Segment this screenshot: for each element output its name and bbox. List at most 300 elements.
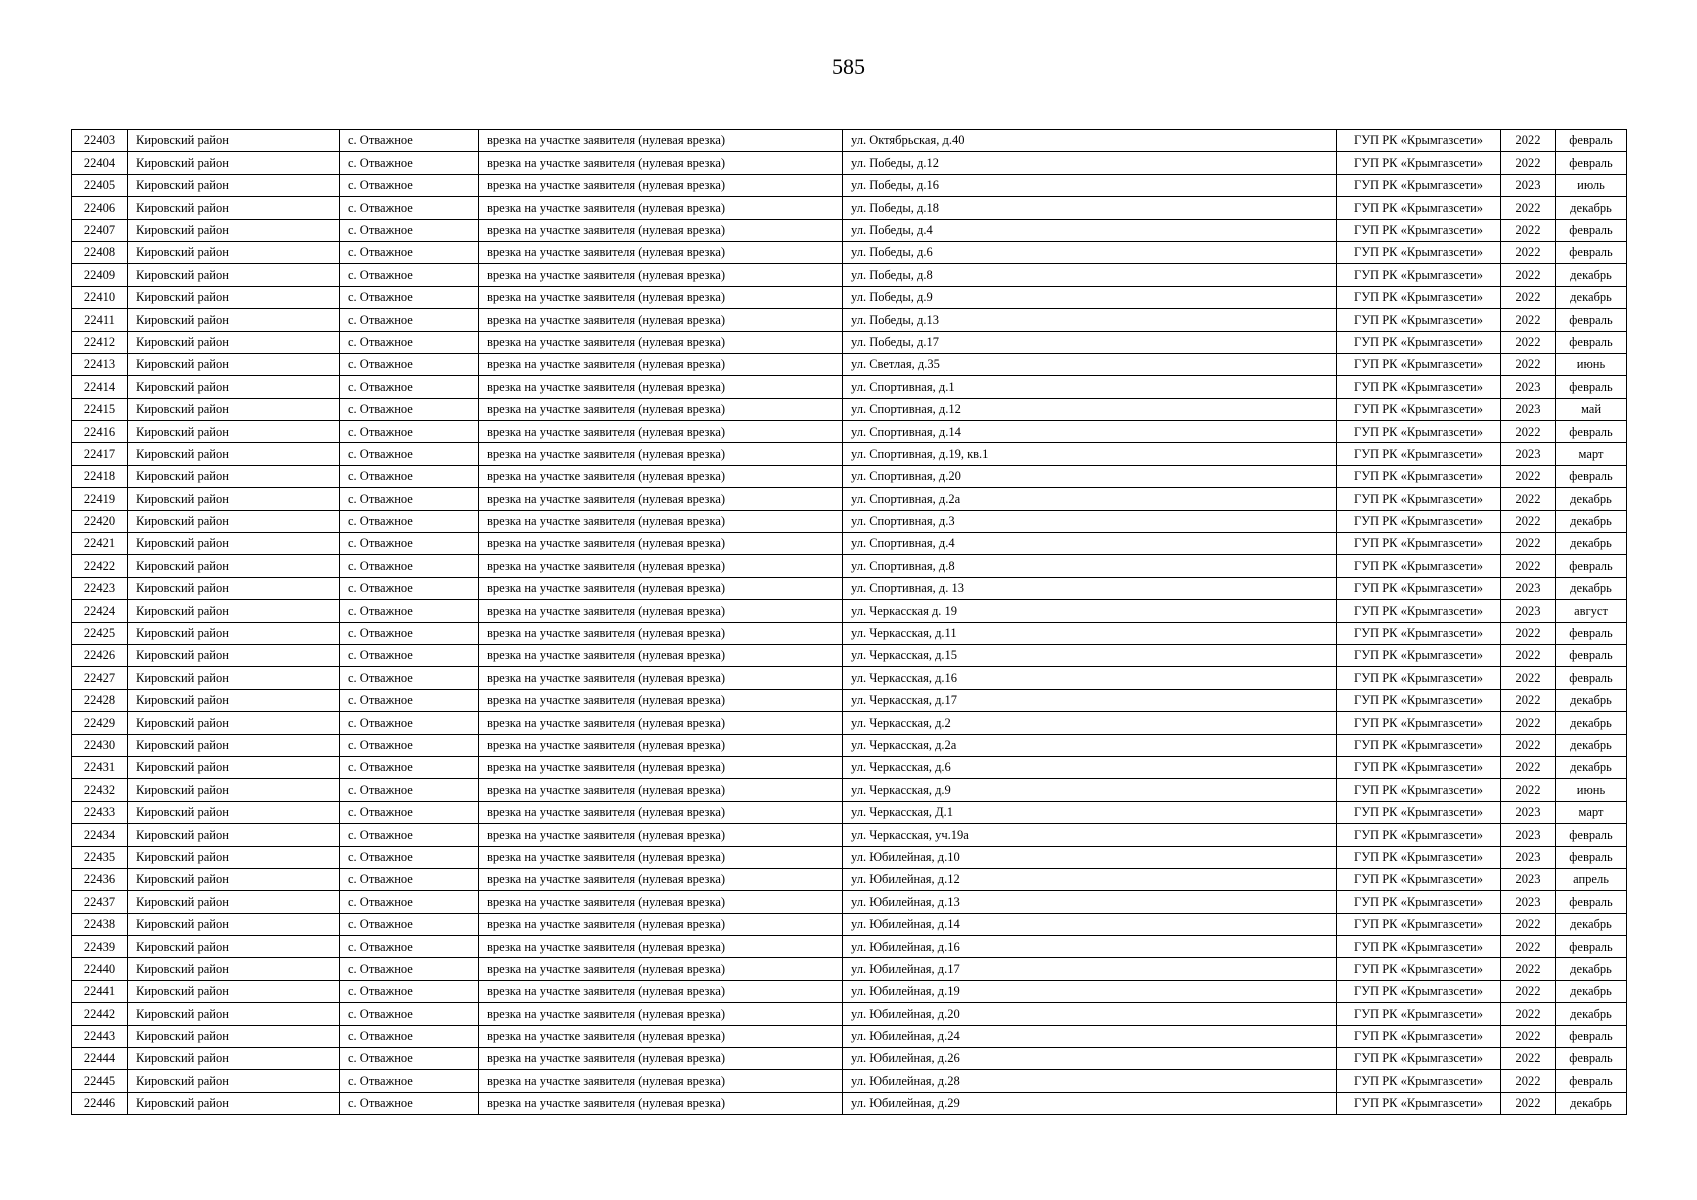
district-cell: Кировский район xyxy=(128,1070,340,1092)
address-cell: ул. Победы, д.12 xyxy=(843,152,1337,174)
row-number-cell: 22437 xyxy=(72,891,128,913)
settlement-cell: с. Отважное xyxy=(340,443,479,465)
organization-cell: ГУП РК «Крымгазсети» xyxy=(1337,353,1501,375)
district-cell: Кировский район xyxy=(128,622,340,644)
month-cell: февраль xyxy=(1556,1070,1627,1092)
settlement-cell: с. Отважное xyxy=(340,510,479,532)
table-row xyxy=(72,130,1627,152)
year-cell: 2022 xyxy=(1501,331,1556,353)
organization-cell: ГУП РК «Крымгазсети» xyxy=(1337,174,1501,196)
address-cell: ул. Черкасская, д.16 xyxy=(843,667,1337,689)
row-number-cell: 22403 xyxy=(72,130,128,152)
month-cell: декабрь xyxy=(1556,689,1627,711)
work-type-cell: врезка на участке заявителя (нулевая врезка) xyxy=(479,667,843,689)
month-cell: февраль xyxy=(1556,241,1627,263)
row-number-cell: 22433 xyxy=(72,801,128,823)
address-cell: ул. Светлая, д.35 xyxy=(843,353,1337,375)
settlement-cell: с. Отважное xyxy=(340,130,479,152)
table-row xyxy=(72,734,1627,756)
year-cell: 2022 xyxy=(1501,756,1556,778)
row-number-cell: 22411 xyxy=(72,309,128,331)
year-cell: 2023 xyxy=(1501,868,1556,890)
table-row xyxy=(72,891,1627,913)
district-cell: Кировский район xyxy=(128,1048,340,1070)
table-row xyxy=(72,644,1627,666)
month-cell: февраль xyxy=(1556,824,1627,846)
year-cell: 2023 xyxy=(1501,600,1556,622)
district-cell: Кировский район xyxy=(128,980,340,1002)
work-type-cell: врезка на участке заявителя (нулевая врезка) xyxy=(479,465,843,487)
district-cell: Кировский район xyxy=(128,577,340,599)
month-cell: апрель xyxy=(1556,868,1627,890)
address-cell: ул. Октябрьская, д.40 xyxy=(843,130,1337,152)
row-number-cell: 22409 xyxy=(72,264,128,286)
row-number-cell: 22423 xyxy=(72,577,128,599)
settlement-cell: с. Отважное xyxy=(340,219,479,241)
month-cell: декабрь xyxy=(1556,286,1627,308)
district-cell: Кировский район xyxy=(128,936,340,958)
registry-body xyxy=(72,130,1627,1115)
row-number-cell: 22443 xyxy=(72,1025,128,1047)
organization-cell: ГУП РК «Крымгазсети» xyxy=(1337,779,1501,801)
table-row xyxy=(72,936,1627,958)
work-type-cell: врезка на участке заявителя (нулевая врезка) xyxy=(479,555,843,577)
table-row xyxy=(72,577,1627,599)
organization-cell: ГУП РК «Крымгазсети» xyxy=(1337,958,1501,980)
table-row xyxy=(72,712,1627,734)
settlement-cell: с. Отважное xyxy=(340,1025,479,1047)
address-cell: ул. Спортивная, д.19, кв.1 xyxy=(843,443,1337,465)
table-row xyxy=(72,958,1627,980)
district-cell: Кировский район xyxy=(128,801,340,823)
table-row xyxy=(72,197,1627,219)
month-cell: декабрь xyxy=(1556,510,1627,532)
table-row xyxy=(72,152,1627,174)
year-cell: 2022 xyxy=(1501,510,1556,532)
row-number-cell: 22420 xyxy=(72,510,128,532)
address-cell: ул. Черкасская, д.11 xyxy=(843,622,1337,644)
month-cell: февраль xyxy=(1556,331,1627,353)
table-row xyxy=(72,1025,1627,1047)
year-cell: 2022 xyxy=(1501,197,1556,219)
year-cell: 2022 xyxy=(1501,421,1556,443)
month-cell: декабрь xyxy=(1556,577,1627,599)
month-cell: март xyxy=(1556,443,1627,465)
year-cell: 2023 xyxy=(1501,891,1556,913)
table-row xyxy=(72,555,1627,577)
year-cell: 2022 xyxy=(1501,622,1556,644)
work-type-cell: врезка на участке заявителя (нулевая врезка) xyxy=(479,331,843,353)
month-cell: февраль xyxy=(1556,130,1627,152)
row-number-cell: 22408 xyxy=(72,241,128,263)
work-type-cell: врезка на участке заявителя (нулевая врезка) xyxy=(479,712,843,734)
year-cell: 2022 xyxy=(1501,644,1556,666)
month-cell: декабрь xyxy=(1556,756,1627,778)
organization-cell: ГУП РК «Крымгазсети» xyxy=(1337,1092,1501,1114)
address-cell: ул. Победы, д.4 xyxy=(843,219,1337,241)
table-row xyxy=(72,846,1627,868)
district-cell: Кировский район xyxy=(128,555,340,577)
work-type-cell: врезка на участке заявителя (нулевая врезка) xyxy=(479,868,843,890)
table-row xyxy=(72,868,1627,890)
year-cell: 2022 xyxy=(1501,219,1556,241)
district-cell: Кировский район xyxy=(128,331,340,353)
row-number-cell: 22421 xyxy=(72,533,128,555)
table-row xyxy=(72,376,1627,398)
settlement-cell: с. Отважное xyxy=(340,622,479,644)
district-cell: Кировский район xyxy=(128,219,340,241)
row-number-cell: 22436 xyxy=(72,868,128,890)
district-cell: Кировский район xyxy=(128,197,340,219)
address-cell: ул. Черкасская, д.6 xyxy=(843,756,1337,778)
work-type-cell: врезка на участке заявителя (нулевая врезка) xyxy=(479,1048,843,1070)
district-cell: Кировский район xyxy=(128,533,340,555)
address-cell: ул. Победы, д.9 xyxy=(843,286,1337,308)
month-cell: август xyxy=(1556,600,1627,622)
month-cell: декабрь xyxy=(1556,197,1627,219)
month-cell: декабрь xyxy=(1556,913,1627,935)
year-cell: 2022 xyxy=(1501,555,1556,577)
table-row xyxy=(72,510,1627,532)
address-cell: ул. Спортивная, д.2а xyxy=(843,488,1337,510)
row-number-cell: 22424 xyxy=(72,600,128,622)
organization-cell: ГУП РК «Крымгазсети» xyxy=(1337,197,1501,219)
organization-cell: ГУП РК «Крымгазсети» xyxy=(1337,622,1501,644)
settlement-cell: с. Отважное xyxy=(340,689,479,711)
settlement-cell: с. Отважное xyxy=(340,353,479,375)
address-cell: ул. Черкасская, д.17 xyxy=(843,689,1337,711)
work-type-cell: врезка на участке заявителя (нулевая врезка) xyxy=(479,510,843,532)
district-cell: Кировский район xyxy=(128,689,340,711)
organization-cell: ГУП РК «Крымгазсети» xyxy=(1337,510,1501,532)
address-cell: ул. Черкасская д. 19 xyxy=(843,600,1337,622)
organization-cell: ГУП РК «Крымгазсети» xyxy=(1337,756,1501,778)
month-cell: декабрь xyxy=(1556,980,1627,1002)
organization-cell: ГУП РК «Крымгазсети» xyxy=(1337,286,1501,308)
settlement-cell: с. Отважное xyxy=(340,1070,479,1092)
district-cell: Кировский район xyxy=(128,756,340,778)
month-cell: февраль xyxy=(1556,936,1627,958)
year-cell: 2022 xyxy=(1501,1070,1556,1092)
settlement-cell: с. Отважное xyxy=(340,1092,479,1114)
work-type-cell: врезка на участке заявителя (нулевая врезка) xyxy=(479,533,843,555)
month-cell: июнь xyxy=(1556,353,1627,375)
organization-cell: ГУП РК «Крымгазсети» xyxy=(1337,891,1501,913)
table-row xyxy=(72,241,1627,263)
work-type-cell: врезка на участке заявителя (нулевая врезка) xyxy=(479,734,843,756)
work-type-cell: врезка на участке заявителя (нулевая врезка) xyxy=(479,600,843,622)
year-cell: 2022 xyxy=(1501,958,1556,980)
settlement-cell: с. Отважное xyxy=(340,980,479,1002)
table-row xyxy=(72,533,1627,555)
organization-cell: ГУП РК «Крымгазсети» xyxy=(1337,846,1501,868)
month-cell: февраль xyxy=(1556,421,1627,443)
year-cell: 2023 xyxy=(1501,801,1556,823)
organization-cell: ГУП РК «Крымгазсети» xyxy=(1337,443,1501,465)
row-number-cell: 22440 xyxy=(72,958,128,980)
district-cell: Кировский район xyxy=(128,241,340,263)
work-type-cell: врезка на участке заявителя (нулевая врезка) xyxy=(479,398,843,420)
month-cell: июль xyxy=(1556,174,1627,196)
table-row xyxy=(72,353,1627,375)
work-type-cell: врезка на участке заявителя (нулевая врезка) xyxy=(479,353,843,375)
month-cell: февраль xyxy=(1556,309,1627,331)
work-type-cell: врезка на участке заявителя (нулевая врезка) xyxy=(479,756,843,778)
work-type-cell: врезка на участке заявителя (нулевая врезка) xyxy=(479,488,843,510)
row-number-cell: 22441 xyxy=(72,980,128,1002)
organization-cell: ГУП РК «Крымгазсети» xyxy=(1337,734,1501,756)
settlement-cell: с. Отважное xyxy=(340,488,479,510)
year-cell: 2022 xyxy=(1501,667,1556,689)
year-cell: 2023 xyxy=(1501,443,1556,465)
district-cell: Кировский район xyxy=(128,510,340,532)
district-cell: Кировский район xyxy=(128,443,340,465)
organization-cell: ГУП РК «Крымгазсети» xyxy=(1337,600,1501,622)
settlement-cell: с. Отважное xyxy=(340,600,479,622)
table-row xyxy=(72,756,1627,778)
organization-cell: ГУП РК «Крымгазсети» xyxy=(1337,1025,1501,1047)
organization-cell: ГУП РК «Крымгазсети» xyxy=(1337,644,1501,666)
organization-cell: ГУП РК «Крымгазсети» xyxy=(1337,533,1501,555)
work-type-cell: врезка на участке заявителя (нулевая врезка) xyxy=(479,376,843,398)
row-number-cell: 22412 xyxy=(72,331,128,353)
row-number-cell: 22422 xyxy=(72,555,128,577)
table-row xyxy=(72,1092,1627,1114)
address-cell: ул. Юбилейная, д.14 xyxy=(843,913,1337,935)
organization-cell: ГУП РК «Крымгазсети» xyxy=(1337,1048,1501,1070)
organization-cell: ГУП РК «Крымгазсети» xyxy=(1337,801,1501,823)
month-cell: февраль xyxy=(1556,219,1627,241)
district-cell: Кировский район xyxy=(128,846,340,868)
year-cell: 2022 xyxy=(1501,309,1556,331)
row-number-cell: 22414 xyxy=(72,376,128,398)
settlement-cell: с. Отважное xyxy=(340,1003,479,1025)
district-cell: Кировский район xyxy=(128,286,340,308)
settlement-cell: с. Отважное xyxy=(340,286,479,308)
settlement-cell: с. Отважное xyxy=(340,264,479,286)
work-type-cell: врезка на участке заявителя (нулевая врезка) xyxy=(479,219,843,241)
address-cell: ул. Юбилейная, д.28 xyxy=(843,1070,1337,1092)
address-cell: ул. Спортивная, д.3 xyxy=(843,510,1337,532)
work-type-cell: врезка на участке заявителя (нулевая врезка) xyxy=(479,980,843,1002)
work-type-cell: врезка на участке заявителя (нулевая врезка) xyxy=(479,801,843,823)
year-cell: 2023 xyxy=(1501,174,1556,196)
row-number-cell: 22407 xyxy=(72,219,128,241)
year-cell: 2022 xyxy=(1501,936,1556,958)
settlement-cell: с. Отважное xyxy=(340,376,479,398)
district-cell: Кировский район xyxy=(128,824,340,846)
month-cell: февраль xyxy=(1556,891,1627,913)
month-cell: декабрь xyxy=(1556,488,1627,510)
settlement-cell: с. Отважное xyxy=(340,801,479,823)
address-cell: ул. Черкасская, уч.19а xyxy=(843,824,1337,846)
organization-cell: ГУП РК «Крымгазсети» xyxy=(1337,689,1501,711)
work-type-cell: врезка на участке заявителя (нулевая врезка) xyxy=(479,1025,843,1047)
year-cell: 2022 xyxy=(1501,689,1556,711)
address-cell: ул. Спортивная, д.4 xyxy=(843,533,1337,555)
year-cell: 2022 xyxy=(1501,286,1556,308)
address-cell: ул. Юбилейная, д.13 xyxy=(843,891,1337,913)
settlement-cell: с. Отважное xyxy=(340,936,479,958)
district-cell: Кировский район xyxy=(128,130,340,152)
work-type-cell: врезка на участке заявителя (нулевая врезка) xyxy=(479,913,843,935)
row-number-cell: 22438 xyxy=(72,913,128,935)
month-cell: февраль xyxy=(1556,152,1627,174)
district-cell: Кировский район xyxy=(128,488,340,510)
district-cell: Кировский район xyxy=(128,376,340,398)
row-number-cell: 22416 xyxy=(72,421,128,443)
work-type-cell: врезка на участке заявителя (нулевая врезка) xyxy=(479,1092,843,1114)
settlement-cell: с. Отважное xyxy=(340,846,479,868)
organization-cell: ГУП РК «Крымгазсети» xyxy=(1337,398,1501,420)
month-cell: декабрь xyxy=(1556,712,1627,734)
settlement-cell: с. Отважное xyxy=(340,398,479,420)
organization-cell: ГУП РК «Крымгазсети» xyxy=(1337,309,1501,331)
year-cell: 2022 xyxy=(1501,152,1556,174)
month-cell: февраль xyxy=(1556,465,1627,487)
address-cell: ул. Спортивная, д.8 xyxy=(843,555,1337,577)
work-type-cell: врезка на участке заявителя (нулевая врезка) xyxy=(479,644,843,666)
organization-cell: ГУП РК «Крымгазсети» xyxy=(1337,331,1501,353)
work-type-cell: врезка на участке заявителя (нулевая врезка) xyxy=(479,309,843,331)
organization-cell: ГУП РК «Крымгазсети» xyxy=(1337,1070,1501,1092)
settlement-cell: с. Отважное xyxy=(340,555,479,577)
address-cell: ул. Победы, д.17 xyxy=(843,331,1337,353)
row-number-cell: 22442 xyxy=(72,1003,128,1025)
row-number-cell: 22405 xyxy=(72,174,128,196)
settlement-cell: с. Отважное xyxy=(340,824,479,846)
year-cell: 2022 xyxy=(1501,264,1556,286)
organization-cell: ГУП РК «Крымгазсети» xyxy=(1337,264,1501,286)
address-cell: ул. Спортивная, д.1 xyxy=(843,376,1337,398)
organization-cell: ГУП РК «Крымгазсети» xyxy=(1337,219,1501,241)
settlement-cell: с. Отважное xyxy=(340,331,479,353)
address-cell: ул. Спортивная, д. 13 xyxy=(843,577,1337,599)
organization-cell: ГУП РК «Крымгазсети» xyxy=(1337,376,1501,398)
row-number-cell: 22429 xyxy=(72,712,128,734)
work-type-cell: врезка на участке заявителя (нулевая врезка) xyxy=(479,689,843,711)
year-cell: 2022 xyxy=(1501,734,1556,756)
organization-cell: ГУП РК «Крымгазсети» xyxy=(1337,577,1501,599)
district-cell: Кировский район xyxy=(128,309,340,331)
row-number-cell: 22418 xyxy=(72,465,128,487)
month-cell: декабрь xyxy=(1556,264,1627,286)
address-cell: ул. Черкасская, д.9 xyxy=(843,779,1337,801)
district-cell: Кировский район xyxy=(128,174,340,196)
table-row xyxy=(72,443,1627,465)
settlement-cell: с. Отважное xyxy=(340,241,479,263)
address-cell: ул. Черкасская, д.2 xyxy=(843,712,1337,734)
row-number-cell: 22426 xyxy=(72,644,128,666)
row-number-cell: 22427 xyxy=(72,667,128,689)
work-type-cell: врезка на участке заявителя (нулевая врезка) xyxy=(479,443,843,465)
row-number-cell: 22439 xyxy=(72,936,128,958)
settlement-cell: с. Отважное xyxy=(340,421,479,443)
work-type-cell: врезка на участке заявителя (нулевая врезка) xyxy=(479,846,843,868)
district-cell: Кировский район xyxy=(128,734,340,756)
row-number-cell: 22410 xyxy=(72,286,128,308)
district-cell: Кировский район xyxy=(128,1092,340,1114)
district-cell: Кировский район xyxy=(128,913,340,935)
work-type-cell: врезка на участке заявителя (нулевая врезка) xyxy=(479,577,843,599)
settlement-cell: с. Отважное xyxy=(340,868,479,890)
year-cell: 2022 xyxy=(1501,241,1556,263)
table-row xyxy=(72,801,1627,823)
month-cell: февраль xyxy=(1556,376,1627,398)
address-cell: ул. Победы, д.18 xyxy=(843,197,1337,219)
year-cell: 2022 xyxy=(1501,488,1556,510)
address-cell: ул. Победы, д.16 xyxy=(843,174,1337,196)
year-cell: 2022 xyxy=(1501,913,1556,935)
organization-cell: ГУП РК «Крымгазсети» xyxy=(1337,824,1501,846)
address-cell: ул. Юбилейная, д.26 xyxy=(843,1048,1337,1070)
organization-cell: ГУП РК «Крымгазсети» xyxy=(1337,980,1501,1002)
year-cell: 2022 xyxy=(1501,1003,1556,1025)
year-cell: 2022 xyxy=(1501,1092,1556,1114)
row-number-cell: 22446 xyxy=(72,1092,128,1114)
settlement-cell: с. Отважное xyxy=(340,1048,479,1070)
settlement-cell: с. Отважное xyxy=(340,734,479,756)
work-type-cell: врезка на участке заявителя (нулевая врезка) xyxy=(479,891,843,913)
row-number-cell: 22430 xyxy=(72,734,128,756)
table-row xyxy=(72,1003,1627,1025)
table-row xyxy=(72,980,1627,1002)
settlement-cell: с. Отважное xyxy=(340,174,479,196)
settlement-cell: с. Отважное xyxy=(340,644,479,666)
work-type-cell: врезка на участке заявителя (нулевая врезка) xyxy=(479,421,843,443)
row-number-cell: 22432 xyxy=(72,779,128,801)
table-row xyxy=(72,913,1627,935)
address-cell: ул. Победы, д.6 xyxy=(843,241,1337,263)
row-number-cell: 22415 xyxy=(72,398,128,420)
work-type-cell: врезка на участке заявителя (нулевая врезка) xyxy=(479,241,843,263)
row-number-cell: 22406 xyxy=(72,197,128,219)
month-cell: декабрь xyxy=(1556,1092,1627,1114)
year-cell: 2022 xyxy=(1501,130,1556,152)
year-cell: 2022 xyxy=(1501,533,1556,555)
table-row xyxy=(72,264,1627,286)
table-row xyxy=(72,286,1627,308)
month-cell: март xyxy=(1556,801,1627,823)
address-cell: ул. Юбилейная, д.19 xyxy=(843,980,1337,1002)
organization-cell: ГУП РК «Крымгазсети» xyxy=(1337,1003,1501,1025)
year-cell: 2022 xyxy=(1501,465,1556,487)
organization-cell: ГУП РК «Крымгазсети» xyxy=(1337,130,1501,152)
table-row xyxy=(72,622,1627,644)
table-row xyxy=(72,398,1627,420)
table-row xyxy=(72,689,1627,711)
organization-cell: ГУП РК «Крымгазсети» xyxy=(1337,868,1501,890)
district-cell: Кировский район xyxy=(128,152,340,174)
month-cell: февраль xyxy=(1556,667,1627,689)
address-cell: ул. Юбилейная, д.16 xyxy=(843,936,1337,958)
address-cell: ул. Юбилейная, д.24 xyxy=(843,1025,1337,1047)
work-type-cell: врезка на участке заявителя (нулевая врезка) xyxy=(479,824,843,846)
address-cell: ул. Юбилейная, д.29 xyxy=(843,1092,1337,1114)
row-number-cell: 22444 xyxy=(72,1048,128,1070)
address-cell: ул. Черкасская, Д.1 xyxy=(843,801,1337,823)
year-cell: 2022 xyxy=(1501,1025,1556,1047)
district-cell: Кировский район xyxy=(128,398,340,420)
organization-cell: ГУП РК «Крымгазсети» xyxy=(1337,667,1501,689)
work-type-cell: врезка на участке заявителя (нулевая врезка) xyxy=(479,1003,843,1025)
settlement-cell: с. Отважное xyxy=(340,958,479,980)
month-cell: декабрь xyxy=(1556,533,1627,555)
row-number-cell: 22419 xyxy=(72,488,128,510)
year-cell: 2022 xyxy=(1501,1048,1556,1070)
table-row xyxy=(72,174,1627,196)
settlement-cell: с. Отважное xyxy=(340,667,479,689)
